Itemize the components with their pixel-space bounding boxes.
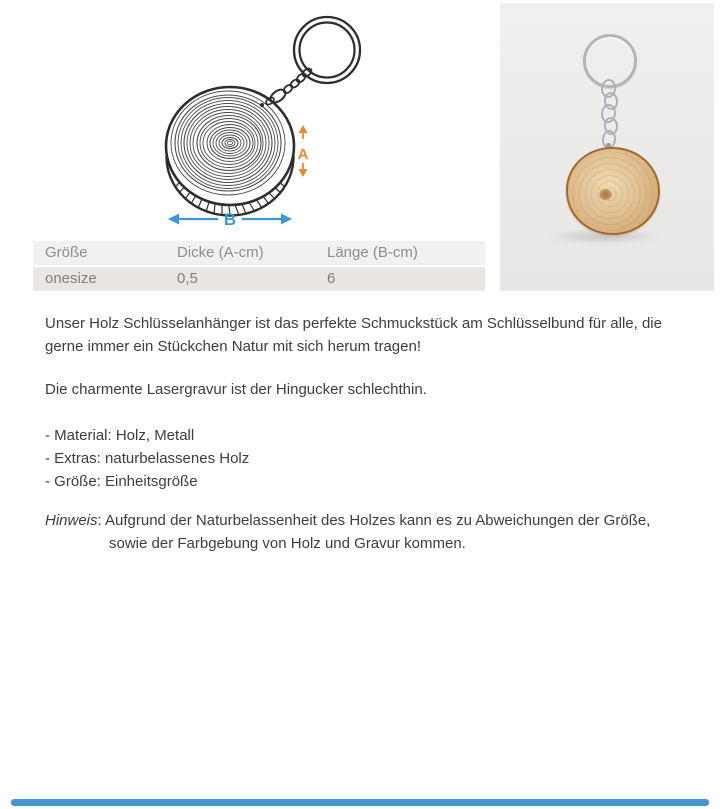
bullet-item: - Größe: Einheitsgröße	[45, 473, 198, 490]
product-photo	[500, 3, 714, 291]
description-bullet-list	[45, 424, 705, 493]
bottom-accent-bar	[11, 799, 709, 806]
size-table-header-cell: Länge (B-cm)	[327, 244, 418, 261]
description-line: gerne immer ein Stückchen Natur mit sich herum tragen!	[45, 338, 421, 355]
dimension-a-label: A	[297, 146, 309, 163]
size-table-cell: onesize	[45, 270, 97, 287]
size-table-header-row	[33, 241, 485, 265]
photo-wood-knot	[599, 189, 612, 200]
size-table-row	[33, 267, 485, 291]
dimension-b-marker	[168, 210, 292, 229]
photo-wood-slice	[566, 147, 660, 235]
size-table-header-cell: Größe	[45, 244, 88, 261]
photo-growth-rings	[572, 152, 655, 229]
wood-slice-drawing	[166, 87, 294, 216]
size-table	[33, 241, 485, 291]
description-line: Unser Holz Schlüsselanhänger ist das perfekte Schmuckstück am Schlüsselbund für alle, die	[45, 315, 662, 332]
bullet-item: - Material: Holz, Metall	[45, 427, 195, 444]
description-engraving-line: Die charmente Lasergravur ist der Hingucker schlechthin.	[45, 381, 427, 398]
size-table-cell: 0,5	[177, 270, 198, 287]
bullet-item: - Extras: naturbelassenes Holz	[45, 450, 250, 467]
size-table-header-cell: Dicke (A-cm)	[177, 244, 264, 261]
note-line: Hinweis: Aufgrund der Naturbelassenheit des Holzes kann es zu Abweichungen der Größe,	[45, 512, 651, 529]
note-line: sowie der Farbgebung von Holz und Gravur kommen.	[109, 535, 466, 552]
dimension-b-label: B	[223, 210, 237, 229]
description-intro	[45, 312, 705, 358]
note-label: Hinweis	[45, 512, 98, 529]
dimension-a-marker	[298, 125, 309, 177]
size-diagram	[150, 0, 390, 240]
description-note	[45, 509, 705, 555]
size-table-cell: 6	[327, 270, 336, 287]
product-description	[45, 312, 705, 555]
keyring-drawing	[294, 17, 360, 83]
